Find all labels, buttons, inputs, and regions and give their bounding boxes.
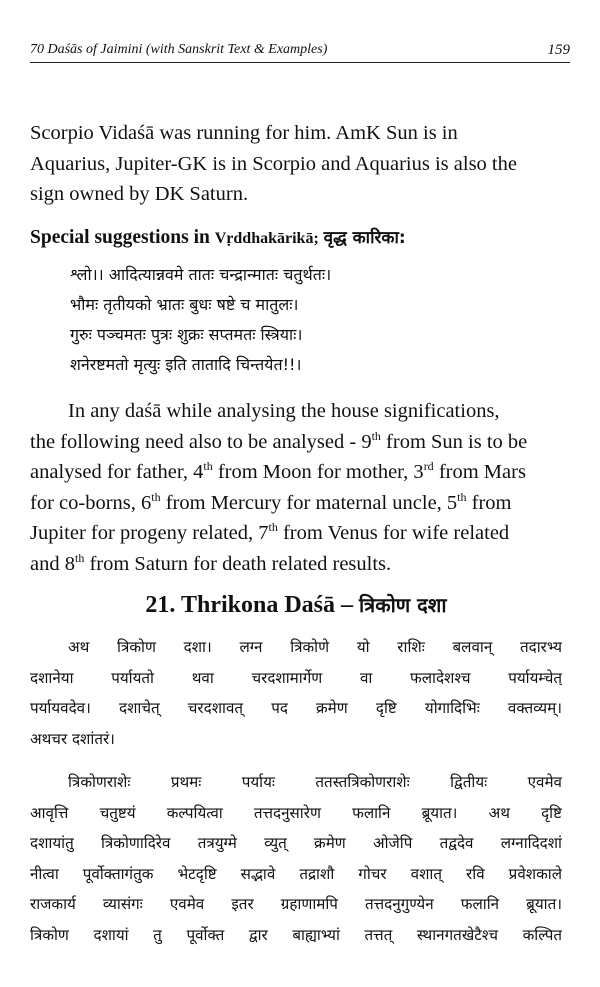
- verse-line: भौमः तृतीयको भ्रातः बुधः षष्टे च मातुलः।: [70, 295, 299, 314]
- devanagari-line: अथ त्रिकोण दशा। लग्न त्रिकोणे यो राशिः बलवान् तदारभ्य: [68, 638, 562, 656]
- text-line: Scorpio Vidaśā was running for him. AmK Sun is in: [30, 122, 458, 144]
- text-line: In any daśā while analysing the house significations,: [68, 400, 500, 422]
- sanskrit-verse: [70, 260, 550, 380]
- text-line: the following need also to be analysed - 9th from Sun is to be: [30, 428, 528, 453]
- text-line: Jupiter for progeny related, 7th from Venus for wife related: [30, 520, 510, 545]
- devanagari-line: राजकार्य व्यासंगः एवमेव इतर ग्रहाणामपि तत्तदनुगुण्येन फलानि ब्रूयात।: [30, 895, 562, 914]
- running-header: [30, 40, 570, 63]
- devanagari-line: अथचर दशांतरं।: [30, 729, 115, 748]
- section-title-devanagari: त्रिकोण दशा: [359, 593, 447, 617]
- text-line: sign owned by DK Saturn.: [30, 183, 249, 206]
- section-title: [30, 589, 562, 621]
- text-line: analysed for father, 4th from Moon for mother, 3rd from Mars: [30, 459, 526, 484]
- text-line: for co-borns, 6th from Mercury for maternal uncle, 5th from: [30, 489, 512, 514]
- text-line: Aquarius, Jupiter-GK is in Scorpio and Aquarius is also the: [30, 152, 517, 175]
- verse-line: शनेरष्टमतो मृत्युः इति तातादि चिन्तयेत!!।: [70, 355, 302, 374]
- paragraph-scorpio-vidasa: [30, 118, 562, 210]
- verse-line: श्लो।। आदित्यान्नवमे तातः चन्द्रान्मातः चतुर्थतः।: [70, 265, 332, 284]
- devanagari-paragraph-2: [30, 767, 562, 951]
- devanagari-line: दशानेया पर्यायतो थवा चरदशामार्गेण वा फलादेशश्च पर्यायम्चेत्: [30, 668, 562, 687]
- page-number: 159: [547, 42, 570, 58]
- devanagari-line: दशायांतु त्रिकोणादिरेव तत्रयुग्मे व्युत् क्रमेण ओजेपि तद्वदेव लग्नादिदशां: [30, 834, 562, 853]
- heading-text: Special suggestions in: [30, 227, 210, 248]
- text-line: and 8th from Saturn for death related results.: [30, 551, 392, 575]
- devanagari-line: त्रिकोण दशायां तु पूर्वोक्त द्वार बाह्याभ्यां तत्तत् स्थानगतखेटैश्च कल्पित: [30, 925, 562, 944]
- section-title-text: 21. Thrikona Daśā –: [145, 592, 353, 618]
- verse-line: गुरुः पञ्चमतः पुत्रः शुक्रः सप्तमतः स्त्रियाः।: [70, 325, 303, 344]
- devanagari-line: त्रिकोणराशेः प्रथमः पर्यायः ततस्तत्रिकोणराशेः द्वितीयः एवमेव: [68, 773, 562, 791]
- devanagari-line: आवृत्ति चतुष्टयं कल्पयित्वा तत्तदनुसारेण फलानि ब्रूयात। अथ दृष्टि: [30, 803, 562, 822]
- devanagari-paragraph-1: [30, 632, 562, 754]
- book-title: 70 Daśās of Jaimini (with Sanskrit Text & Examples): [30, 42, 328, 57]
- heading-term: Vṛddhakārikā;: [214, 230, 319, 247]
- special-suggestions-heading: [30, 224, 562, 253]
- devanagari-line: नीत्वा पूर्वोक्तागंतुक भेटदृष्टि सद्भावे तद्राशौ गोचर वशात् रवि प्रवेशकाले: [30, 864, 562, 883]
- heading-devanagari: वृद्ध कारिका:: [323, 228, 406, 248]
- paragraph-house-significations: [30, 396, 562, 580]
- devanagari-line: पर्यायवदेव। दशाचेत् चरदशावत् पद क्रमेण दृष्टि योगादिभिः वक्तव्यम्।: [30, 699, 562, 718]
